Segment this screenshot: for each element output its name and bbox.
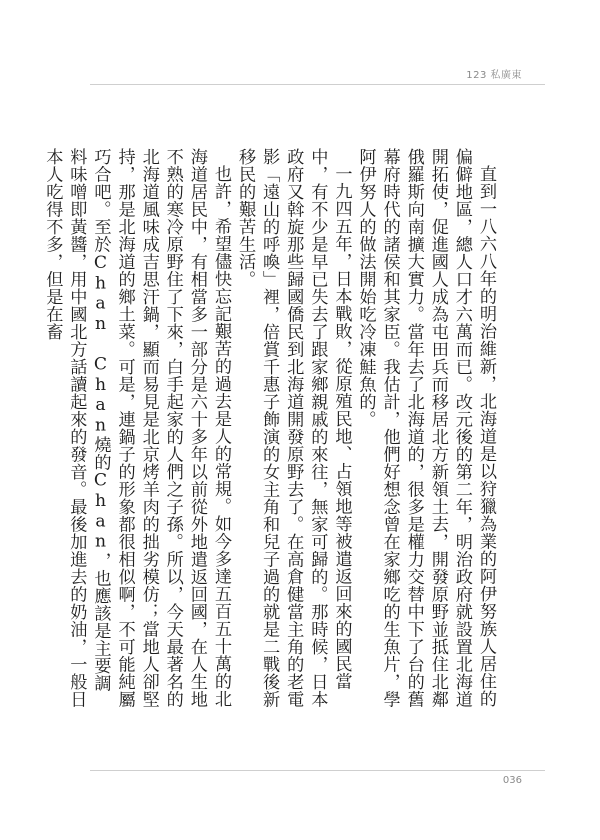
paragraph: 一九四五年，日本戰敗，從原殖民地、占領地等被遣返回來的國民當中，有不少是早已失去了跟家鄉親戚的來往，無家可歸的。那時候，日本政府又斡旋那些歸國僑民到北海道開發原野去了。在高倉健當主角的老電影「遠山的呼喚」裡，倍賞千惠子飾演的女主角和兒子過的就是二戰後新移民的艱苦生活。 <box>235 148 352 708</box>
vertical-text-body <box>40 148 498 708</box>
page-number: 036 <box>502 775 522 786</box>
running-header <box>466 66 522 81</box>
header-divider <box>90 84 545 85</box>
paragraph: 也許，希望儘快忘記艱苦的過去是人的常規。如今多達五百五十萬的北海道居民中，有相當多一部分是六十多年以前從外地遣返回國，在人生地不熟的寒冷原野住了下來，白手起家的人們之子孫。所以，今天最著名的北海道風味成吉思汗鍋，顯而易見是北京烤羊肉的拙劣模仿；當地人卻堅持，那是北海道的鄉土菜。可是，連鍋子的形象都很相似啊，不可能純屬巧合吧。至於Chan Chan燒的Chan，也應該是主要調料味噌即黃醬，用中國北方話讀起來的發音。最後加進去的奶油，一般日本人吃得不多，但是在畜 <box>42 148 231 708</box>
paragraph: 直到一八六八年的明治維新，北海道是以狩獵為業的阿伊努族人居住的偏僻地區，總人口才六萬而已。改元後的第二年，明治政府就設置北海道開拓使，促進國人成為屯田兵而移居北方新領土去，開發原野並抵住北鄰俄羅斯向南擴大實力。當年去了北海道的，很多是權力交替中下了台的舊幕府時代的諸侯和其家臣。我估計，他們好想念曾在家鄉吃的生魚片，學阿伊努人的做法開始吃冷凍鮭魚的。 <box>355 148 496 708</box>
running-title: 123 私廣東 <box>466 70 522 81</box>
footer-divider <box>90 770 545 771</box>
